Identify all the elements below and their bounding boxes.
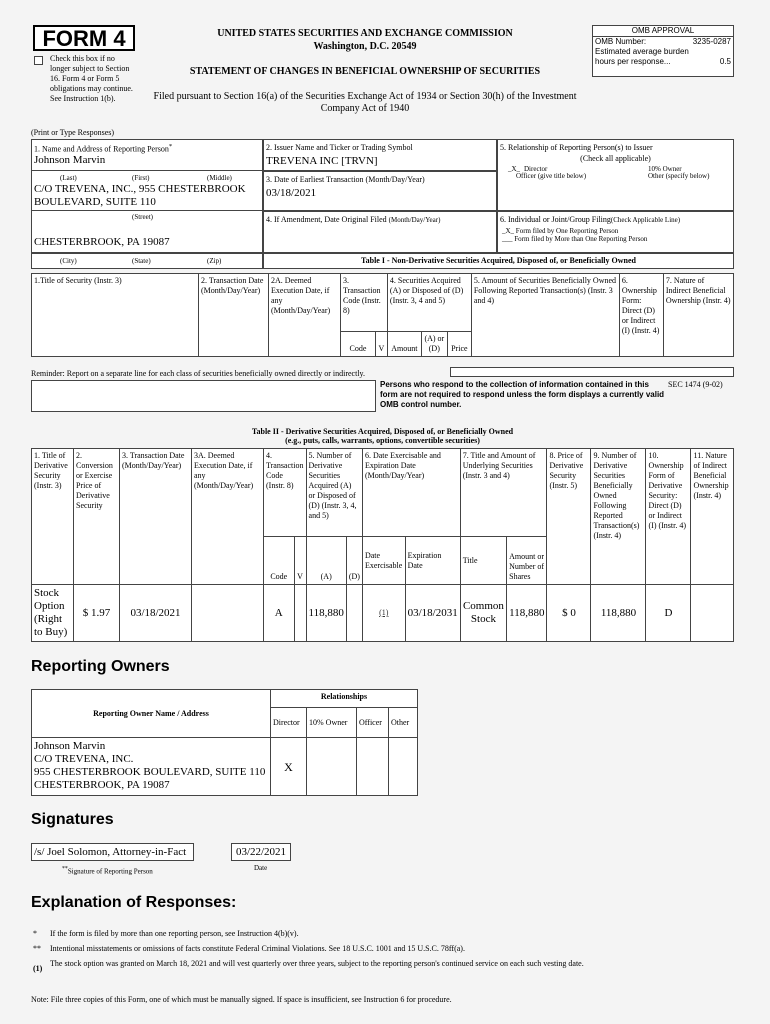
t2-sub-a: (A) — [306, 537, 346, 585]
t2-row-title: Common Stock — [460, 585, 506, 642]
checkbox-text: Check this box if no longer subject to Section 16. Form 4 or Form 5 obligations may continue. See Instruction 1(b). — [50, 54, 133, 103]
label-street: (Street) — [132, 213, 153, 221]
t2-h-form: 10. Ownership Form of Derivative Security: Direct (D) or Indirect (I) (Instr. 4) — [646, 449, 691, 585]
t2-h-exercisable: 6. Date Exercisable and Expiration Date (Month/Day/Year) — [362, 449, 460, 537]
t1-h-ownership: 6. Ownership Form: Direct (D) or Indirect (I) (Instr. 4) — [619, 274, 663, 357]
relationship-director-mark[interactable]: _X_ — [508, 165, 521, 173]
t2-h-date: 3. Transaction Date (Month/Day/Year) — [120, 449, 192, 585]
ro-director-mark: X — [271, 738, 307, 796]
relationship-officer: Officer (give title below) — [516, 172, 587, 180]
t2-row-security: Stock Option (Right to Buy) — [32, 585, 74, 642]
reporting-person-label: 1. Name and Address of Reporting Person* — [34, 143, 173, 154]
signature-label-mark: ** — [62, 866, 68, 872]
reporting-person-address[interactable]: C/O TREVENA, INC., 955 CHESTERBROOK BOULEVARD, SUITE 110 — [34, 183, 246, 208]
table2 — [31, 448, 734, 642]
signature-field[interactable]: /s/ Joel Solomon, Attorney-in-Fact — [31, 843, 194, 861]
group-filing-more[interactable]: ___ Form filed by More than One Reporting Person — [502, 235, 648, 243]
footnote-text: The stock option was granted on March 18, 2021 and will vest quarterly over three years, subject to the reporting person's continued service on each such vesting date. — [50, 959, 584, 968]
reporting-person-city[interactable]: CHESTERBROOK, PA 19087 — [34, 236, 170, 248]
t1-sub-price: Price — [447, 332, 471, 357]
filed-pursuant: Filed pursuant to Section 16(a) of the Securities Exchange Act of 1934 or Section 30(h) of the Investment Company Act of 1940 — [153, 91, 577, 114]
amendment-label: 4. If Amendment, Date Original Filed (Month/Day/Year) — [266, 215, 441, 224]
signature-label: **Signature of Reporting Person — [62, 866, 153, 876]
t1-h-nature: 7. Nature of Indirect Beneficial Ownership (Instr. 4) — [663, 274, 733, 357]
ro-h-ten-pct: 10% Owner — [307, 708, 357, 738]
label-first: (First) — [132, 174, 150, 182]
group-filing-sub: (Check Applicable Line) — [610, 216, 681, 224]
omb-approval-box — [592, 25, 734, 77]
omb-title: OMB APPROVAL — [593, 26, 733, 37]
no-longer-subject-checkbox[interactable] — [34, 56, 43, 65]
label-last: (Last) — [60, 174, 77, 182]
ro-h-relationships: Relationships — [271, 690, 418, 708]
omb-burden-row — [593, 57, 733, 67]
t2-h-title: 1. Title of Derivative Security (Instr. 3) — [32, 449, 74, 585]
ro-h-other: Other — [389, 708, 418, 738]
t2-row-deemed — [192, 585, 264, 642]
table-row — [32, 738, 418, 796]
relationship-label: 5. Relationship of Reporting Person(s) to Issuer — [500, 143, 653, 152]
t2-h-number: 5. Number of Derivative Securities Acquired (A) or Disposed of (D) (Instr. 3, 4, and 5) — [306, 449, 362, 537]
reminder-blank-right — [450, 367, 734, 377]
t2-h-nature: 11. Nature of Indirect Beneficial Ownership (Instr. 4) — [691, 449, 734, 585]
group-filing-box — [497, 211, 734, 253]
ro-owner-line: Johnson Marvin — [34, 740, 106, 752]
commission-city: Washington, D.C. 20549 — [313, 41, 417, 52]
t1-h-code: 3. Transaction Code (Instr. 8) — [341, 274, 388, 332]
t2-h-conversion: 2. Conversion or Exercise Price of Derivative Security — [74, 449, 120, 585]
reminder-text: Reminder: Report on a separate line for each class of securities beneficially owned directly or indirectly. — [31, 369, 366, 378]
t2-sub-exp: Expiration Date — [405, 537, 460, 585]
ro-owner-line: C/O TREVENA, INC. — [34, 753, 134, 765]
t1-h-acquired: 4. Securities Acquired (A) or Disposed of (D) (Instr. 3, 4 and 5) — [387, 274, 471, 332]
ro-h-officer: Officer — [357, 708, 389, 738]
label-state: (State) — [132, 257, 151, 265]
t1-sub-aord: (A) or (D) — [421, 332, 447, 357]
group-filing-one[interactable]: _X_ Form filed by One Reporting Person — [502, 227, 619, 235]
signatures-heading: Signatures — [31, 811, 114, 828]
sec-code: SEC 1474 (9-02) — [668, 380, 723, 389]
t2-sub-amount: Amount or Number of Shares — [507, 537, 547, 585]
reporting-owners-table — [31, 689, 418, 796]
ro-other-mark — [389, 738, 418, 796]
relationship-director: Director — [524, 165, 548, 173]
commission-name: UNITED STATES SECURITIES AND EXCHANGE COMMISSION — [217, 28, 513, 39]
t2-h-owned: 9. Number of Derivative Securities Beneficially Owned Following Reported Transaction(s) (Instr. 4) — [591, 449, 646, 585]
group-filing-label: 6. Individual or Joint/Group Filing(Check Applicable Line) — [500, 215, 681, 224]
ro-owner-address — [32, 738, 271, 796]
t2-row-exercisable[interactable]: (1) — [362, 585, 405, 642]
label-city: (City) — [60, 257, 77, 265]
print-note: (Print or Type Responses) — [31, 128, 115, 137]
t2-sub-code: Code — [264, 537, 295, 585]
footnote-mark: ** — [33, 944, 41, 953]
relationship-ten-pct: 10% Owner — [648, 165, 682, 173]
t1-h-date: 2. Transaction Date (Month/Day/Year) — [199, 274, 269, 357]
t2-h-deemed: 3A. Deemed Execution Date, if any (Month/Day/Year) — [192, 449, 264, 585]
earliest-date-value[interactable]: 03/18/2021 — [266, 187, 317, 199]
omb-number-label: OMB Number: — [595, 37, 647, 46]
label-zip: (Zip) — [207, 257, 222, 265]
ro-h-director: Director — [271, 708, 307, 738]
t2-sub-d: (D) — [346, 537, 362, 585]
table-row — [32, 585, 734, 642]
t2-h-price: 8. Price of Derivative Security (Instr. 5) — [547, 449, 591, 585]
omb-burden-line1: Estimated average burden — [595, 47, 689, 56]
t1-h-deemed: 2A. Deemed Execution Date, if any (Month/Day/Year) — [269, 274, 341, 357]
ro-ten-pct-mark — [307, 738, 357, 796]
table2-title: Table II - Derivative Securities Acquired, Disposed of, or Beneficially Owned — [251, 427, 514, 436]
footnote-text: If the form is filed by more than one reporting person, see Instruction 4(b)(v). — [50, 929, 299, 938]
t1-sub-code: Code — [341, 332, 376, 357]
t1-h-title: 1.Title of Security (Instr. 3) — [32, 274, 199, 357]
footnote-mark: (1) — [33, 964, 43, 973]
t2-h-underlying: 7. Title and Amount of Underlying Securities (Instr. 3 and 4) — [460, 449, 547, 537]
t2-row-d — [346, 585, 362, 642]
t2-row-nature — [691, 585, 734, 642]
t1-h-amount: 5. Amount of Securities Beneficially Owned Following Reported Transaction(s) (Instr. 3 and 4) — [471, 274, 619, 357]
explanation-heading: Explanation of Responses: — [31, 894, 237, 911]
omb-number-value: 3235-0287 — [692, 37, 731, 46]
ro-h-name: Reporting Owner Name / Address — [32, 690, 271, 738]
issuer-box — [263, 139, 497, 171]
table2-subtitle: (e.g., puts, calls, warrants, options, convertible securities) — [285, 436, 480, 445]
city-state-zip-row — [31, 253, 263, 269]
omb-burden-line2: hours per response... — [595, 57, 671, 66]
ro-owner-line: CHESTERBROOK, PA 19087 — [34, 779, 170, 791]
form-title: FORM 4 — [33, 25, 135, 51]
signature-date-label: Date — [254, 864, 268, 872]
relationship-other: Other (specify below) — [648, 172, 710, 180]
amendment-sub: (Month/Day/Year) — [388, 216, 441, 224]
ro-officer-mark — [357, 738, 389, 796]
table1-title: Table I - Non-Derivative Securities Acquired, Disposed of, or Beneficially Owned — [263, 253, 734, 269]
t2-row-v — [294, 585, 306, 642]
t2-row-amount: 118,880 — [507, 585, 547, 642]
t1-sub-amount: Amount — [387, 332, 421, 357]
t2-sub-date-ex: Date Exercisable — [362, 537, 405, 585]
t2-row-code: A — [264, 585, 295, 642]
footnote-text: Intentional misstatements or omissions of facts constitute Federal Criminal Violations. See 18 U.S.C. 1001 and 15 U.S.C. 78ff(a). — [50, 944, 465, 953]
statement-title: STATEMENT OF CHANGES IN BENEFICIAL OWNERSHIP OF SECURITIES — [189, 66, 541, 77]
t2-row-expiration: 03/18/2031 — [405, 585, 460, 642]
signature-date-field[interactable]: 03/22/2021 — [231, 843, 291, 861]
omb-burden-value: 0.5 — [719, 57, 731, 66]
reporting-person-box — [31, 139, 263, 253]
t2-sub-v: V — [294, 537, 306, 585]
footnote-mark: * — [33, 929, 37, 938]
t2-row-date: 03/18/2021 — [120, 585, 192, 642]
table1 — [31, 273, 734, 357]
omb-notice: Persons who respond to the collection of information contained in this form are not required to respond unless the form displays a currently valid OMB control number. — [380, 380, 665, 409]
issuer-name[interactable]: TREVENA INC [TRVN] — [266, 155, 378, 167]
t2-sub-title: Title — [460, 537, 506, 585]
t2-row-a: 118,880 — [306, 585, 346, 642]
issuer-label: 2. Issuer Name and Ticker or Trading Symbol — [266, 143, 413, 152]
t2-h-code: 4. Transaction Code (Instr. 8) — [264, 449, 307, 537]
t2-row-deriv-price: $ 0 — [547, 585, 591, 642]
instruction-note: Note: File three copies of this Form, one of which must be manually signed. If space is insufficient, see Instruction 6 for procedure. — [31, 995, 452, 1004]
label-middle: (Middle) — [207, 174, 232, 182]
t2-row-form: D — [646, 585, 691, 642]
t1-sub-v: V — [375, 332, 387, 357]
reminder-blank-left — [31, 380, 376, 412]
reporting-owners-heading: Reporting Owners — [31, 658, 170, 675]
earliest-date-box — [263, 171, 497, 211]
omb-number-row — [593, 37, 733, 47]
reporting-person-footnote: * — [168, 143, 173, 150]
ro-owner-line: 955 CHESTERBROOK BOULEVARD, SUITE 110 — [34, 766, 266, 778]
t2-row-price: $ 1.97 — [74, 585, 120, 642]
reporting-person-name[interactable]: Johnson Marvin — [34, 154, 106, 166]
relationship-box — [497, 139, 734, 211]
t2-row-owned: 118,880 — [591, 585, 646, 642]
earliest-date-label: 3. Date of Earliest Transaction (Month/Day/Year) — [266, 175, 425, 184]
amendment-box — [263, 211, 497, 253]
relationship-check: (Check all applicable) — [580, 154, 651, 163]
